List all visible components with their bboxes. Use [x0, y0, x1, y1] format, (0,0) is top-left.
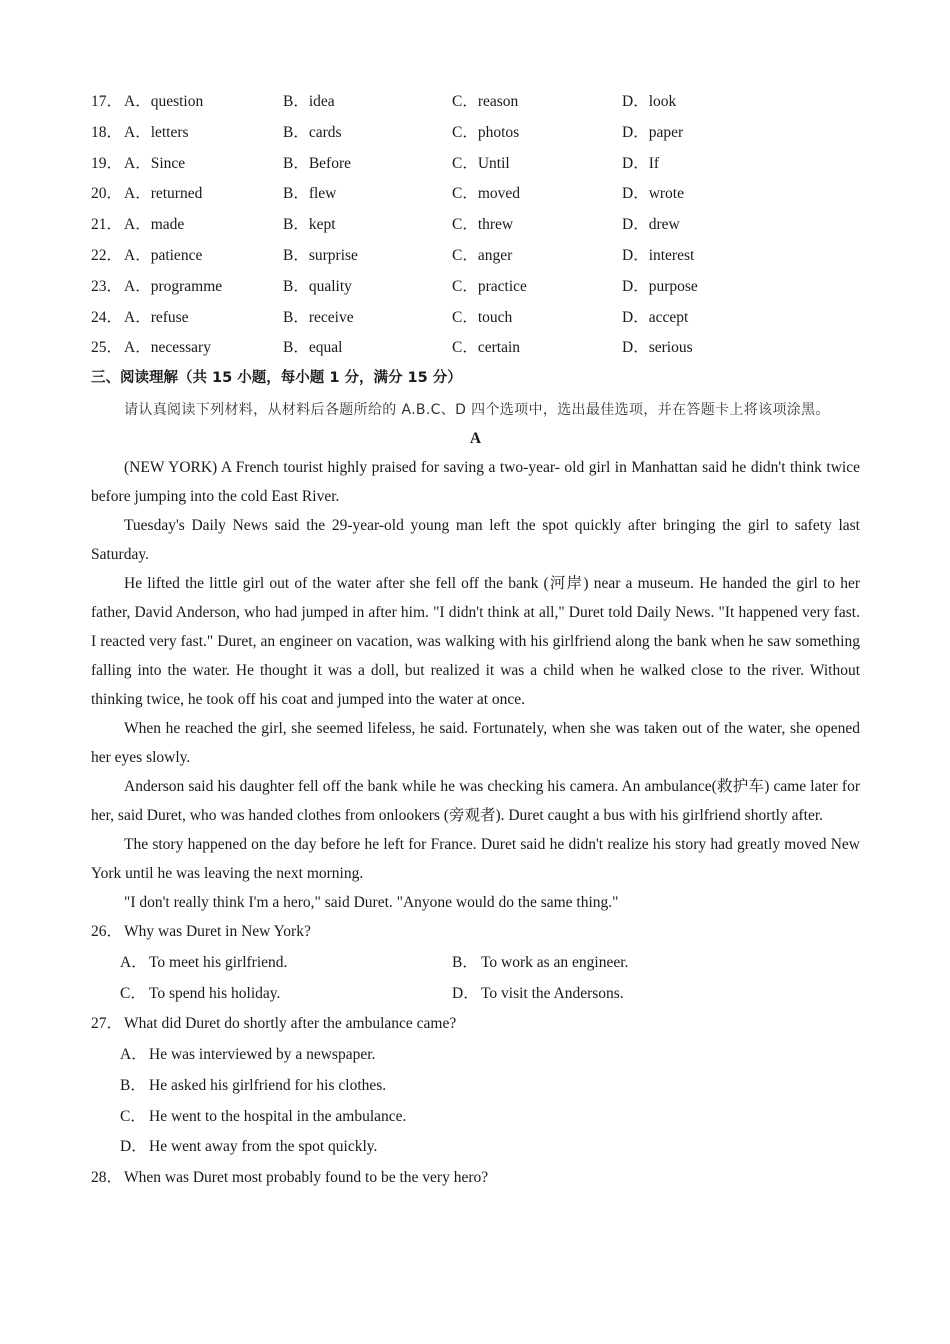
option-d: D．paper — [622, 123, 684, 141]
question-26 — [91, 917, 860, 1009]
option-d: D．drew — [622, 216, 680, 234]
option-c: C．certain — [452, 339, 521, 357]
option-a: A．question — [124, 93, 204, 110]
option-b: B．quality — [283, 277, 352, 295]
question-number: 25． — [91, 339, 123, 357]
option-a: A．letters — [124, 123, 189, 141]
option-c: C．photos — [452, 123, 520, 141]
option-row-22 — [91, 244, 860, 275]
option-letter: B． — [120, 1076, 146, 1094]
option-row-18 — [91, 121, 860, 152]
question-stem — [91, 917, 860, 948]
passage-paragraph: (NEW YORK) A French tourist highly praised for saving a two-year- old girl in Manhattan said he didn't think twice before jumping into the cold East River. — [91, 459, 860, 506]
option-a: A．programme — [124, 277, 223, 295]
option-a: A．Since — [124, 154, 186, 172]
question-28 — [91, 1163, 860, 1194]
question-number: 27． — [91, 1015, 123, 1033]
question-text: When was Duret most probably found to be the very hero? — [124, 1169, 489, 1187]
question-number: 23． — [91, 277, 123, 295]
option-b: B．cards — [283, 123, 342, 141]
question-number: 18． — [91, 123, 123, 141]
option-row-23 — [91, 275, 860, 306]
passage-paragraph: Anderson said his daughter fell off the bank while he was checking his camera. An ambulance(救护车) came later for her, said Duret, who was handed clothes from onlookers (旁观者). Duret caught a bus with his girlfriend shortly after. — [91, 778, 860, 825]
option-text: To meet his girlfriend. — [149, 953, 288, 971]
option-c: C．reason — [452, 93, 519, 110]
answer-option-b[interactable] — [452, 948, 628, 979]
section-title-text: 三、阅读理解（共 15 小题，每小题 1 分，满分 15 分） — [91, 370, 462, 387]
option-d: D．wrote — [622, 185, 684, 203]
question-number: 24． — [91, 308, 123, 326]
option-b: B．equal — [283, 339, 343, 357]
question-number: 19． — [91, 154, 123, 172]
answer-option-d[interactable] — [91, 1132, 860, 1163]
passage-paragraph: When he reached the girl, she seemed lifeless, he said. Fortunately, when she was taken out of the water, she opened her eyes slowly. — [91, 720, 860, 767]
cloze-options-block — [91, 90, 860, 367]
question-stem — [91, 1009, 860, 1040]
option-text: He asked his girlfriend for his clothes. — [149, 1076, 387, 1094]
passage-paragraph: The story happened on the day before he left for France. Duret said he didn't realize his story had greatly moved New York until he was leaving the next morning. — [91, 836, 860, 883]
question-text: What did Duret do shortly after the ambulance came? — [124, 1015, 457, 1033]
passage-paragraph: "I don't really think I'm a hero," said Duret. "Anyone would do the same thing." — [124, 894, 619, 912]
option-a: A．patience — [124, 246, 203, 264]
option-b: B．surprise — [283, 246, 358, 264]
section-instruction: 请认真阅读下列材料，从材料后各题所给的 A.B.C、D 四个选项中，选出最佳选项，并在答题卡上将该项涂黑。 — [124, 402, 830, 419]
answer-row — [91, 948, 860, 979]
option-text: To visit the Andersons. — [481, 984, 624, 1002]
option-d: D．look — [622, 93, 677, 110]
question-number: 17． — [91, 93, 123, 110]
passage-body — [91, 453, 860, 917]
option-a: A．necessary — [124, 339, 211, 357]
option-row-25 — [91, 336, 860, 367]
question-27 — [91, 1009, 860, 1163]
option-d: D．If — [622, 154, 660, 172]
option-c: C．threw — [452, 216, 514, 234]
option-letter: A． — [120, 953, 147, 971]
question-number: 28． — [91, 1169, 123, 1187]
option-d: D．purpose — [622, 277, 698, 295]
option-letter: B． — [452, 953, 478, 971]
passage-paragraph: He lifted the little girl out of the water after she fell off the bank (河岸) near a museum. He handed the girl to her father, David Anderson, who had jumped in after him. "I didn't think at all," Duret told Daily News. "It happened very fast. I reacted very fast." Duret, an engineer on vacation, was walking with his girlfriend along the bank when he saw something falling into the water. He thought it was a doll, but realized it was a child when he walked close to the river. Without thinking twice, he took off his coat and jumped into the water at once. — [91, 575, 860, 709]
option-b: B．Before — [283, 154, 352, 172]
option-row-21 — [91, 213, 860, 244]
question-number: 22． — [91, 246, 123, 264]
option-row-24 — [91, 306, 860, 337]
answer-option-c[interactable] — [91, 1102, 860, 1133]
answer-row — [91, 979, 860, 1010]
option-text: He went to the hospital in the ambulance. — [149, 1107, 407, 1125]
option-row-17 — [91, 90, 860, 121]
option-b: B．flew — [283, 185, 337, 203]
option-row-20 — [91, 182, 860, 213]
option-letter: C． — [120, 984, 146, 1002]
option-c: C．moved — [452, 185, 521, 203]
section-title — [91, 366, 860, 396]
option-b: B．receive — [283, 308, 354, 326]
question-number: 21． — [91, 216, 123, 234]
option-letter: D． — [452, 984, 479, 1002]
option-text: To spend his holiday. — [149, 984, 281, 1002]
option-d: D．accept — [622, 308, 689, 326]
option-d: D．serious — [622, 339, 693, 357]
option-d: D．interest — [622, 246, 695, 264]
answer-option-d[interactable] — [452, 979, 624, 1010]
option-b: B．kept — [283, 216, 336, 234]
question-number: 26． — [91, 923, 123, 941]
option-letter: A． — [120, 1045, 147, 1063]
option-c: C．touch — [452, 308, 513, 326]
answer-option-b[interactable] — [91, 1071, 860, 1102]
option-a: A．returned — [124, 185, 203, 203]
passage-title: A — [469, 430, 482, 448]
option-c: C．Until — [452, 154, 510, 172]
answer-option-a[interactable] — [91, 1040, 860, 1071]
option-a: A．made — [124, 216, 185, 234]
option-text: To work as an engineer. — [481, 953, 629, 971]
option-c: C．practice — [452, 277, 527, 295]
option-row-19 — [91, 152, 860, 183]
option-b: B．idea — [283, 93, 335, 110]
question-text: Why was Duret in New York? — [124, 923, 311, 941]
answer-option-c[interactable] — [120, 979, 280, 1010]
question-number: 20． — [91, 185, 123, 203]
answer-option-a[interactable] — [120, 948, 287, 979]
option-c: C．anger — [452, 246, 513, 264]
option-letter: C． — [120, 1107, 146, 1125]
exam-page — [91, 90, 860, 1194]
question-stem — [91, 1163, 860, 1194]
option-a: A．refuse — [124, 308, 189, 326]
option-letter: D． — [120, 1138, 147, 1156]
passage-paragraph: Tuesday's Daily News said the 29-year-old young man left the spot quickly after bringing the girl to safety last Saturday. — [91, 517, 860, 564]
option-text: He went away from the spot quickly. — [149, 1138, 378, 1156]
option-text: He was interviewed by a newspaper. — [149, 1045, 376, 1063]
